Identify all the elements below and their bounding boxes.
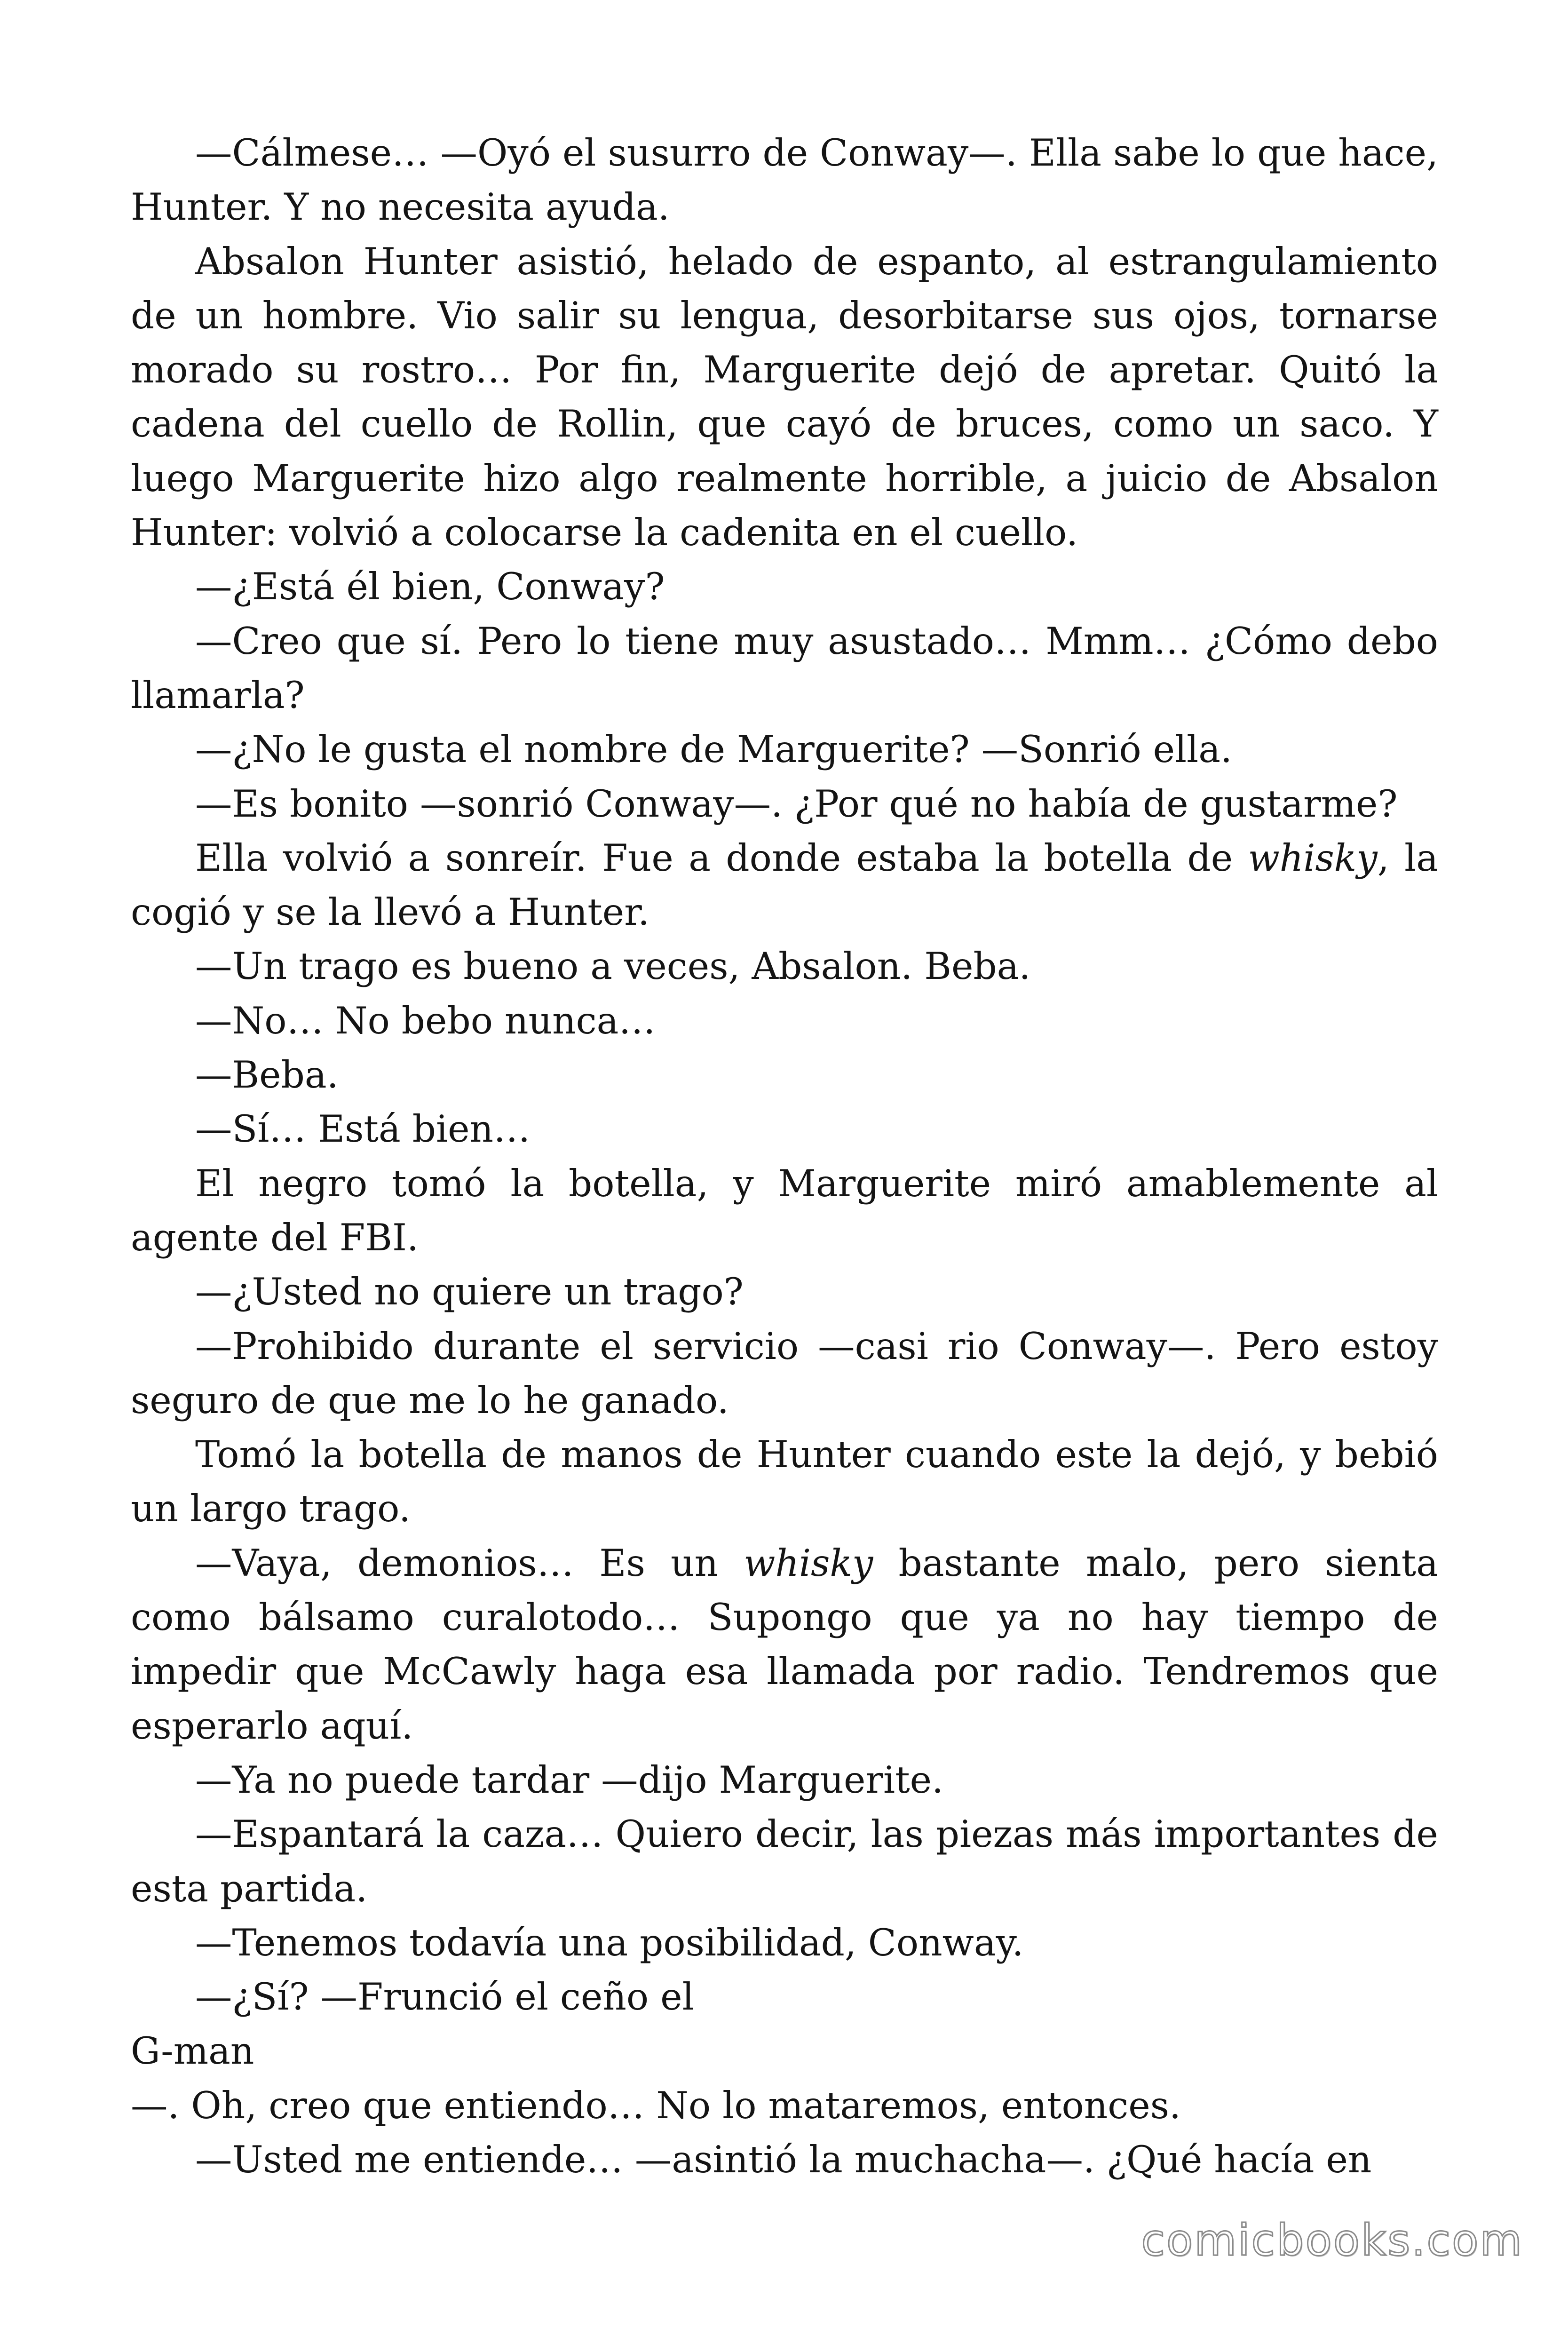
italic-word: whisky — [1248, 836, 1378, 880]
paragraph: Tomó la botella de manos de Hunter cuando este la dejó, y bebió un largo trago. — [131, 1433, 1438, 1531]
paragraph-text: Ella volvió a sonreír. Fue a donde estaba la botella de — [195, 836, 1248, 880]
paragraph: —Prohibido durante el servicio —casi rio Conway—. Pero estoy seguro de que me lo he ganado. — [131, 1324, 1438, 1422]
watermark-logo: comicbooks.com — [1141, 2215, 1523, 2265]
paragraph: —¿No le gusta el nombre de Marguerite? —Sonrió ella. — [195, 728, 1233, 771]
paragraph: —. Oh, creo que entiendo… No lo mataremos, entonces. — [131, 2083, 1181, 2127]
paragraph: —Un trago es bueno a veces, Absalon. Beba. — [195, 945, 1031, 988]
paragraph: —¿Usted no quiere un trago? — [195, 1270, 744, 1314]
paragraph: —Usted me entiende… —asintió la muchacha—. ¿Qué hacía en — [195, 2137, 1372, 2181]
paragraph: —Es bonito —sonrió Conway—. ¿Por qué no había de gustarme? — [195, 782, 1398, 826]
paragraph: —No… No bebo nunca… — [195, 999, 656, 1042]
paragraph-text: , la cogió y se la llevó a Hunter. — [131, 836, 1438, 934]
paragraph-text: —Vaya, demonios… Es un — [195, 1541, 744, 1585]
paragraph: —Tenemos todavía una posibilidad, Conway. — [195, 1921, 1024, 1964]
paragraph: —Creo que sí. Pero lo tiene muy asustado… Mmm… ¿Cómo debo llamarla? — [131, 619, 1438, 717]
paragraph: El negro tomó la botella, y Marguerite miró amablemente al agente del FBI. — [131, 1161, 1438, 1259]
paragraph — [131, 1536, 1438, 1753]
paragraph: —Sí… Está bien… — [195, 1107, 531, 1151]
paragraph: G-man — [131, 2029, 254, 2073]
paragraph: —Cálmese… —Oyó el susurro de Conway—. Ella sabe lo que hace, Hunter. Y no necesita ayuda. — [131, 131, 1439, 229]
paragraph: Absalon Hunter asistió, helado de espanto, al estrangulamiento de un hombre. Vio salir su lengua, desorbitarse sus ojos, tornarse morado su rostro… Por fin, Marguerite dejó de apretar. Quitó la cadena del cuello de Rollin, que cayó de bruces, como un saco. Y luego Marguerite hizo algo realmente horrible, a juicio de Absalon Hunter: volvió a colocarse la cadenita en el cuello. — [131, 239, 1438, 555]
paragraph: —Ya no puede tardar —dijo Marguerite. — [195, 1758, 944, 1802]
italic-word: whisky — [744, 1541, 873, 1585]
paragraph: —¿Sí? —Frunció el ceño el — [195, 1975, 694, 2019]
paragraph — [131, 831, 1438, 940]
paragraph: —Espantará la caza… Quiero decir, las piezas más importantes de esta partida. — [131, 1812, 1438, 1910]
paragraph: —Beba. — [195, 1053, 339, 1097]
page-text — [131, 126, 1438, 2187]
paragraph: —¿Está él bien, Conway? — [195, 565, 665, 609]
paragraph-text: bastante malo, pero sienta como bálsamo curalotodo… Supongo que ya no hay tiempo de impedir que McCawly haga esa llamada por radio. Tendremos que esperarlo aquí. — [131, 1541, 1438, 1748]
